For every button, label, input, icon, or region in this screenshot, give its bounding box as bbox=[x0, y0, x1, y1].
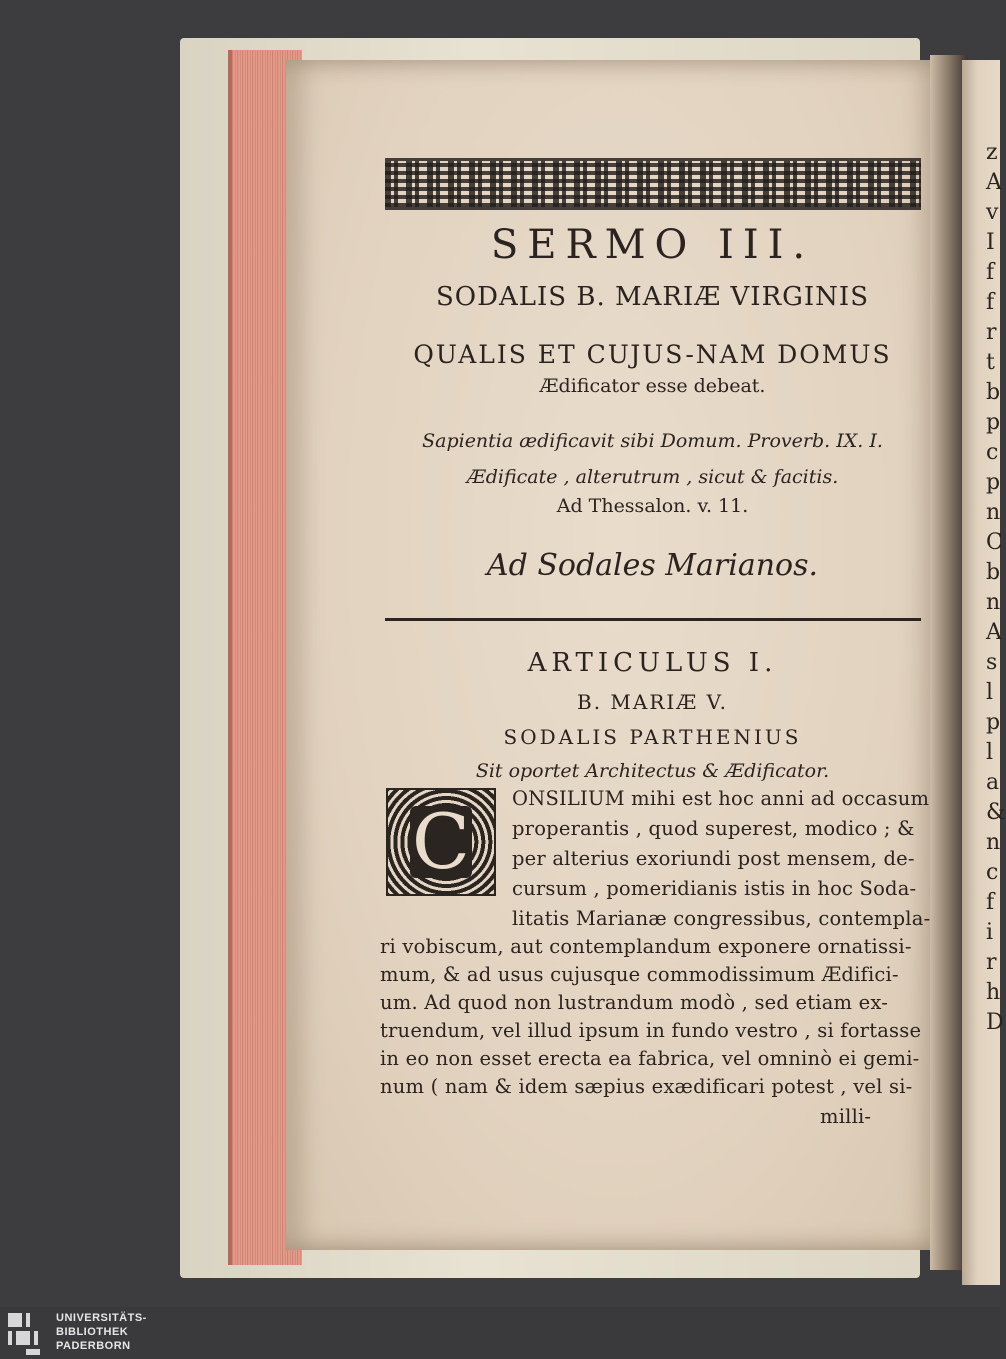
initial-letter: C bbox=[411, 797, 471, 886]
sermon-subheading: SODALIS B. MARIÆ VIRGINIS bbox=[435, 282, 870, 312]
decorated-initial bbox=[386, 788, 496, 896]
facing-page-letter: a bbox=[986, 770, 1000, 795]
body-line: ri vobiscum, aut contemplandum exponere ornatissi- bbox=[380, 935, 912, 958]
facing-page-letter: l bbox=[986, 740, 994, 765]
body-line: ONSILIUM mihi est hoc anni ad occasum bbox=[512, 787, 930, 810]
facing-page-letter: D bbox=[986, 1010, 1004, 1035]
facing-page-letter: p bbox=[986, 470, 1001, 495]
facing-page-letter: h bbox=[986, 980, 1001, 1005]
facing-page-letter: s bbox=[986, 650, 998, 675]
facing-page-letter: b bbox=[986, 560, 1001, 585]
facing-page-fragment bbox=[962, 60, 1006, 1285]
body-line: cursum , pomeridianis istis in hoc Soda- bbox=[512, 877, 917, 900]
facing-page-letter: r bbox=[986, 320, 997, 345]
body-line: litatis Marianæ congressibus, contempla- bbox=[512, 907, 931, 930]
quote-proverbs: Sapientia ædificavit sibi Domum. Proverb. IX. I. bbox=[422, 430, 883, 452]
article-subtitle-2: SODALIS PARTHENIUS bbox=[503, 725, 802, 749]
address-line: Ad Sodales Marianos. bbox=[486, 548, 819, 583]
logo-line-1: UNIVERSITÄTS- bbox=[56, 1312, 147, 1324]
library-logo-bar bbox=[0, 1307, 1000, 1359]
article-title: ARTICULUS I. bbox=[527, 648, 778, 678]
article-subtitle-1: B. MARIÆ V. bbox=[577, 690, 728, 714]
logo-line-2: BIBLIOTHEK bbox=[56, 1326, 129, 1338]
decorative-header-band bbox=[385, 158, 921, 210]
facing-page-letter: n bbox=[986, 830, 1001, 855]
facing-page-letter: n bbox=[986, 590, 1001, 615]
quote-reference: Ad Thessalon. v. 11. bbox=[556, 495, 749, 517]
body-line: num ( nam & idem sæpius exædificari potest , vel si- bbox=[380, 1075, 913, 1098]
library-logo-text bbox=[56, 1311, 147, 1353]
facing-page-letter: f bbox=[986, 890, 995, 915]
facing-page-letter: p bbox=[986, 410, 1001, 435]
facing-page-letter: c bbox=[986, 440, 999, 465]
divider-rule bbox=[385, 618, 921, 621]
body-line: milli- bbox=[820, 1105, 872, 1128]
facing-page-letter: c bbox=[986, 860, 999, 885]
logo-line-3: PADERBORN bbox=[56, 1340, 131, 1352]
facing-page-letter: A bbox=[986, 620, 1002, 645]
article-subtitle-3: Sit oportet Architectus & Ædificator. bbox=[475, 760, 830, 782]
facing-page-letter: t bbox=[986, 350, 995, 375]
facing-page-letter: z bbox=[986, 140, 998, 165]
library-logo-icon bbox=[8, 1313, 52, 1357]
facing-page-letter: b bbox=[986, 380, 1001, 405]
facing-page-letter: C bbox=[986, 530, 1003, 555]
facing-page-letter: n bbox=[986, 500, 1001, 525]
sermon-title-line1: QUALIS ET CUJUS-NAM DOMUS bbox=[413, 340, 892, 369]
sermon-heading: SERMO III. bbox=[490, 222, 815, 268]
quote-thessalonians: Ædificate , alterutrum , sicut & facitis. bbox=[466, 466, 839, 488]
facing-page-letter: p bbox=[986, 710, 1001, 735]
facing-page-letter: v bbox=[986, 200, 999, 225]
sermon-title-line2: Ædificator esse debeat. bbox=[539, 375, 766, 397]
facing-page-letter: l bbox=[986, 680, 994, 705]
facing-page-letter: r bbox=[986, 950, 997, 975]
facing-page-letter: f bbox=[986, 290, 995, 315]
facing-page-letter: & bbox=[986, 800, 1006, 825]
facing-page-letter: A bbox=[986, 170, 1002, 195]
body-line: truendum, vel illud ipsum in fundo vestro , si fortasse bbox=[380, 1019, 922, 1042]
body-line: mum, & ad usus cujusque commodissimum Ædifici- bbox=[380, 963, 899, 986]
facing-page-letter: i bbox=[986, 920, 994, 945]
facing-page-letter: f bbox=[986, 260, 995, 285]
facing-page-letter: I bbox=[986, 230, 995, 255]
body-line: per alterius exoriundi post mensem, de- bbox=[512, 847, 915, 870]
body-line: in eo non esset erecta ea fabrica, vel omninò ei gemi- bbox=[380, 1047, 920, 1070]
body-line: um. Ad quod non lustrandum modò , sed etiam ex- bbox=[380, 991, 888, 1014]
body-line: properantis , quod superest, modico ; & bbox=[512, 817, 915, 840]
